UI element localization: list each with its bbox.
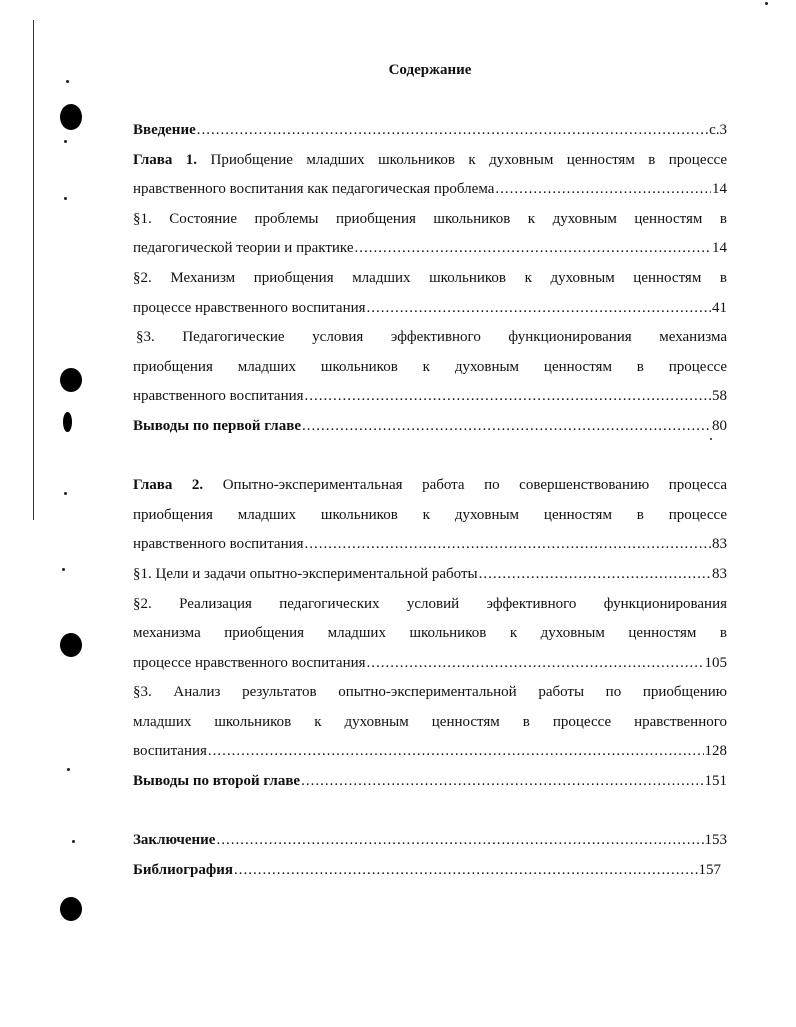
- toc-page-number: 14: [712, 240, 727, 257]
- toc-page-number: 14: [712, 181, 727, 198]
- toc-entry-text: Библиография: [133, 861, 234, 878]
- toc-entry-text: Введение: [133, 122, 196, 138]
- margin-line: [33, 20, 34, 520]
- toc-entry-section-2-2-end: [133, 649, 727, 679]
- toc-entry-section-1-1-end: [133, 234, 727, 264]
- scan-speck: [67, 768, 70, 771]
- toc-page-number: 153: [704, 832, 727, 849]
- toc-entry-text: Выводы по второй главе: [133, 773, 301, 790]
- toc-entry-chapter-1-end: [133, 175, 727, 205]
- chapter-label: Глава 2.: [133, 477, 204, 494]
- toc-entry-section-1-3: §3. Педагогические условия эффективного функционирования механизма: [136, 329, 727, 346]
- scan-speck: [62, 568, 65, 571]
- toc-entry-section-2-3: §3. Анализ результатов опытно-экспериментальной работы по приобщению: [133, 684, 727, 701]
- toc-entry-text: Приобщение младших школьников к духовным ценностям в процессе: [210, 151, 727, 168]
- page-title: Содержание: [388, 62, 472, 78]
- toc-entry-text: нравственного воспитания: [133, 536, 304, 553]
- toc-page-number: 128: [704, 743, 727, 760]
- toc-page-number: 83: [712, 565, 727, 582]
- dot-leader: [367, 294, 711, 324]
- toc-entry-text: процессе нравственного воспитания: [133, 654, 366, 671]
- toc-entry-text: нравственного воспитания как педагогическая проблема: [133, 181, 495, 198]
- dot-leader: [355, 234, 712, 264]
- dot-leader: [301, 767, 703, 797]
- toc-page-number: с.3: [709, 122, 727, 138]
- toc-page-number: 80: [712, 417, 727, 434]
- dot-leader: [197, 116, 708, 146]
- dot-leader: [302, 412, 711, 442]
- chapter-label: Глава 1.: [133, 151, 198, 168]
- toc-entry-section-2-2: §2. Реализация педагогических условий эффективного функционирования: [133, 595, 727, 612]
- dot-leader: [216, 826, 703, 856]
- toc-entry-text: педагогической теории и практике: [133, 240, 354, 257]
- dot-leader: [234, 856, 697, 886]
- toc-entry-bibliography: [133, 856, 721, 886]
- toc-page-number: 105: [704, 654, 727, 671]
- toc-entry-section-2-2-cont: механизма приобщения младших школьников к духовным ценностям в: [133, 625, 727, 642]
- spacer: [133, 442, 727, 472]
- table-of-contents: [133, 116, 727, 885]
- punch-hole: [63, 412, 72, 432]
- toc-page-number: 58: [712, 388, 727, 405]
- dot-leader: [495, 175, 711, 205]
- dot-leader: [305, 530, 711, 560]
- spacer: [133, 797, 727, 827]
- toc-entry-section-1-2-end: [133, 294, 727, 324]
- punch-hole: [60, 897, 82, 921]
- toc-page-number: 157: [698, 861, 721, 878]
- dot-leader: [305, 382, 711, 412]
- toc-entry-section-1-3-cont: приобщения младших школьников к духовным ценностям в процессе: [133, 358, 727, 375]
- toc-entry-section-1-2: §2. Механизм приобщения младших школьников к духовным ценностям в: [133, 269, 727, 286]
- punch-hole: [60, 104, 82, 130]
- toc-entry-text: §1. Цели и задачи опытно-экспериментальной работы: [133, 565, 478, 582]
- toc-entry-text: нравственного воспитания: [133, 388, 304, 405]
- toc-entry-conclusions-2: [133, 767, 727, 797]
- toc-page-number: 151: [704, 773, 727, 790]
- toc-entry-section-1-1: §1. Состояние проблемы приобщения школьников к духовным ценностям в: [133, 210, 727, 227]
- toc-entry-section-2-1: [133, 560, 727, 590]
- dot-leader: [208, 737, 704, 767]
- toc-entry-intro: [133, 116, 727, 146]
- scan-speck: [72, 840, 75, 843]
- toc-entry-section-2-3-cont: младших школьников к духовным ценностям в процессе нравственного: [133, 713, 727, 730]
- toc-entry-chapter-2: [133, 471, 727, 501]
- toc-entry-text: процессе нравственного воспитания: [133, 299, 366, 316]
- toc-entry-conclusion: [133, 826, 727, 856]
- toc-entry-section-2-3-end: [133, 737, 727, 767]
- toc-entry-chapter-1: [133, 146, 727, 176]
- toc-entry-conclusions-1: [133, 412, 727, 442]
- toc-page-number: 41: [712, 299, 727, 316]
- scan-speck: [64, 140, 67, 143]
- toc-entry-text: Опытно-экспериментальная работа по совершенствованию процесса: [222, 477, 727, 494]
- scan-speck: [66, 80, 69, 83]
- toc-page-number: 83: [712, 536, 727, 553]
- dot-leader: [479, 560, 711, 590]
- scan-speck: [765, 2, 768, 5]
- toc-entry-text: Заключение: [133, 832, 216, 849]
- scan-speck: [64, 197, 67, 200]
- toc-entry-text: Выводы по первой главе: [133, 417, 301, 434]
- punch-hole: [60, 368, 82, 392]
- toc-entry-section-1-3-end: [133, 382, 727, 412]
- toc-entry-text: воспитания: [133, 743, 207, 760]
- toc-entry-chapter-2-cont: приобщения младших школьников к духовным ценностям в процессе: [133, 506, 727, 523]
- toc-entry-chapter-2-end: [133, 530, 727, 560]
- punch-hole: [60, 633, 82, 657]
- dot-leader: [367, 649, 704, 679]
- scan-speck: [64, 492, 67, 495]
